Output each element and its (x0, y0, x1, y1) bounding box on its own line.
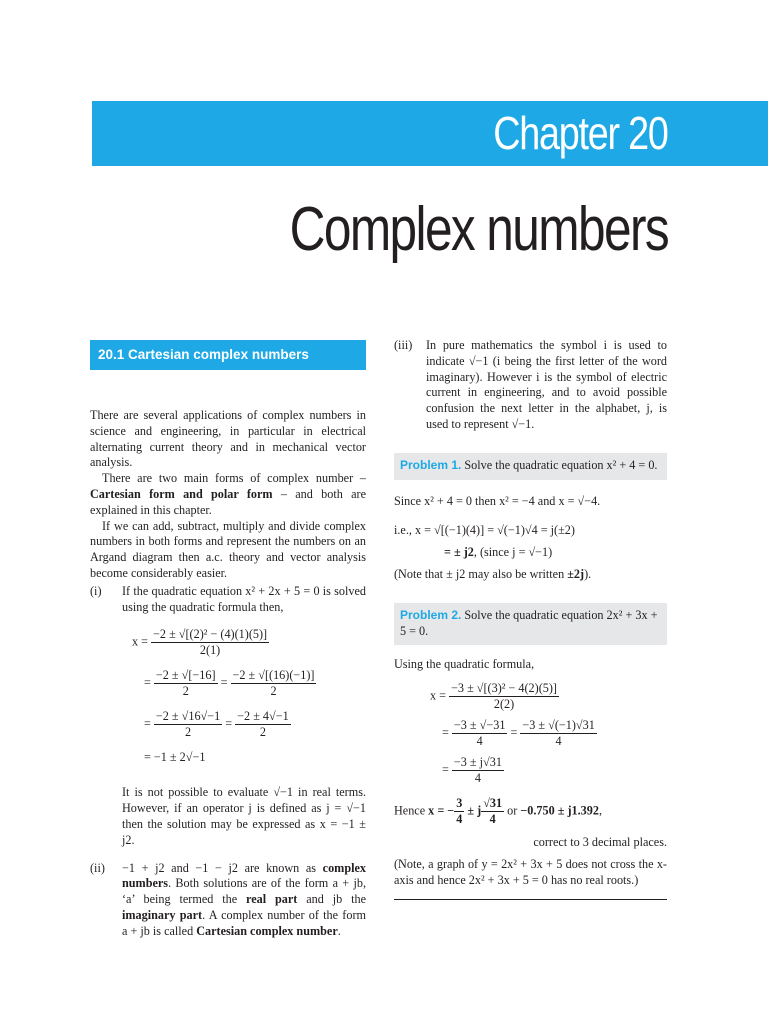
numerator: −3 ± √(−1)√31 (522, 718, 595, 733)
fraction (235, 709, 291, 740)
denominator: 4 (489, 812, 496, 827)
problem-2-answer (394, 796, 667, 827)
list-item-iii (394, 338, 667, 433)
text: ). (584, 566, 592, 581)
answer-bold: ± j (464, 803, 482, 818)
item-number: (ii) (90, 860, 105, 875)
fraction (520, 718, 596, 749)
denominator: 2 (182, 684, 189, 699)
graph-note: (Note, a graph of y = 2x² + 3x + 5 does not cross the x-axis and hence 2x² + 3x + 5 = 0 has no real roots.) (394, 856, 667, 887)
fraction (449, 681, 559, 712)
text: , (since j = √−1) (473, 545, 553, 560)
forms-bold: Cartesian form and polar form (90, 486, 273, 501)
denominator: 2(2) (493, 697, 515, 712)
numerator: −3 ± √[(3)² − 4(2)(5)] (451, 681, 557, 696)
fraction (481, 796, 504, 827)
numerator: −2 ± 4√−1 (237, 709, 289, 724)
text: or (504, 803, 521, 818)
item-i-tail: It is not possible to evaluate √−1 in real terms. However, if an operator j is defined as j = √−1 then the solution may be expressed as x = −1 ± j2. (122, 785, 366, 847)
equation-line-1 (132, 627, 366, 658)
section-heading: 20.1 Cartesian complex numbers (90, 340, 366, 370)
fraction (154, 709, 222, 740)
item-iii-text: In pure mathematics the symbol i is used to indicate √−1 (i being the first letter of the word imaginary). However i is the symbol of electric current in engineering, and to avoid possible confusion the next letter in the alphabet, j, is used to represent √−1. (426, 338, 667, 431)
numerator: −2 ± √[(2)² − (4)(1)(5)] (153, 627, 268, 642)
equation-line-3: = $\frac{-2 \pm √16√-1}{2}$ = $\frac{-2 \pm 4√-1}{2}$ (144, 709, 289, 740)
bold-term: real part (246, 892, 298, 907)
problem-1-note (394, 567, 667, 583)
chapter-title: Complex numbers (289, 195, 668, 264)
answer-bold: −0.750 ± j1.392 (520, 803, 599, 818)
problem-2-eq-1 (430, 681, 667, 712)
argand-paragraph: If we can add, subtract, multiply and divide complex numbers in both forms and represent the numbers on an Argand diagram then a.c. theory and vector analysis become considerably easier. (90, 518, 366, 580)
bold-term: imaginary part (122, 907, 203, 922)
list-item-i (90, 584, 366, 849)
problem-2-eq-2: = $\frac{-3 \pm √-31}{4}$ = $\frac{-3 \pm √(-1)√31}{4}$ (442, 718, 595, 749)
chapter-label: Chapter 20 (493, 107, 668, 159)
left-column (90, 340, 366, 940)
denominator: 2 (185, 725, 192, 740)
eq-lhs: x = (430, 688, 447, 703)
text: −1 + j2 and −1 − j2 are known as (122, 860, 323, 875)
item-i-text: If the quadratic equation x² + 2x + 5 = 0 is solved using the quadratic formula then, (122, 583, 366, 614)
denominator: 4 (555, 734, 562, 749)
numerator: −2 ± √[(16)(−1)] (232, 668, 315, 683)
fraction (231, 668, 317, 699)
denominator: 4 (456, 812, 463, 827)
text: and jb the (297, 892, 366, 907)
answer-bold: x = − (428, 803, 455, 818)
eq-lhs: x = (132, 634, 149, 649)
problem-2-intro: Using the quadratic formula, (394, 657, 535, 672)
problem-1-line-2: i.e., x = √[(−1)(4)] = √(−1)√4 = j(±2) (394, 523, 575, 538)
end-rule (394, 899, 667, 900)
problem-1-line-3 (444, 545, 667, 561)
problem-2-box (394, 603, 667, 646)
text: . Both solutions are of the form a + jb, ‘a’ being termed the (122, 876, 366, 907)
fraction (151, 627, 269, 658)
bold-term: complex numbers (122, 860, 366, 891)
problem-2-label: Problem 2. (400, 607, 462, 622)
right-column (394, 338, 667, 900)
numerator: −2 ± √[−16] (155, 668, 216, 683)
denominator: 2 (259, 725, 266, 740)
item-number: (iii) (394, 338, 413, 352)
equation-line-2: = $\frac{-2 \pm √[-16]}{2}$ = $\frac{-2 \pm √[(16)(-1)]}{2}$ (144, 668, 315, 699)
item-ii-text (122, 861, 366, 940)
fraction (154, 668, 218, 699)
forms-paragraph (90, 471, 366, 518)
forms-text: There are two main forms of complex number – (102, 471, 366, 486)
problem-2-text: Solve the quadratic equation 2x² + 3x + 5 = 0. (400, 607, 658, 638)
numerator: −3 ± √−31 (453, 718, 506, 733)
equation-line-4: = −1 ± 2√−1 (144, 750, 206, 765)
numerator: √31 (483, 796, 503, 811)
fraction (452, 718, 508, 749)
text: (Note that ± j2 may also be written (394, 566, 568, 581)
list-item-ii (90, 861, 366, 940)
numerator: 3 (456, 796, 463, 811)
bold-term: Cartesian complex number (196, 923, 338, 938)
fraction (454, 796, 464, 827)
denominator: 2 (270, 684, 277, 699)
numerator: −3 ± j√31 (453, 755, 502, 770)
problem-1-box (394, 453, 667, 480)
answer-bold: ±2j (567, 566, 585, 581)
problem-1-text: Solve the quadratic equation x² + 4 = 0. (464, 457, 658, 472)
denominator: 2(1) (199, 643, 221, 658)
answer-bold: = ± j2 (444, 545, 474, 560)
precision-note: correct to 3 decimal places. (533, 835, 667, 850)
text: . A complex number of the form a + jb is called (122, 907, 366, 938)
numerator: −2 ± √16√−1 (155, 709, 221, 724)
problem-1-line-1: Since x² + 4 = 0 then x² = −4 and x = √−4. (394, 493, 601, 508)
problem-2-eq-3: = $\frac{-3 \pm j√31}{4}$ (442, 755, 502, 786)
denominator: 4 (474, 771, 481, 786)
text: . (337, 923, 341, 938)
item-number: (i) (90, 583, 102, 598)
intro-paragraph: There are several applications of complex numbers in science and engineering, in particular in electrical alternating current theory and in mechanical vector analysis. (90, 408, 366, 470)
problem-1-label: Problem 1. (400, 457, 462, 472)
text: Hence (394, 803, 429, 818)
fraction (452, 755, 504, 786)
forms-text-end: – and both are explained in this chapter. (90, 486, 366, 517)
text: , (598, 803, 603, 818)
denominator: 4 (476, 734, 483, 749)
